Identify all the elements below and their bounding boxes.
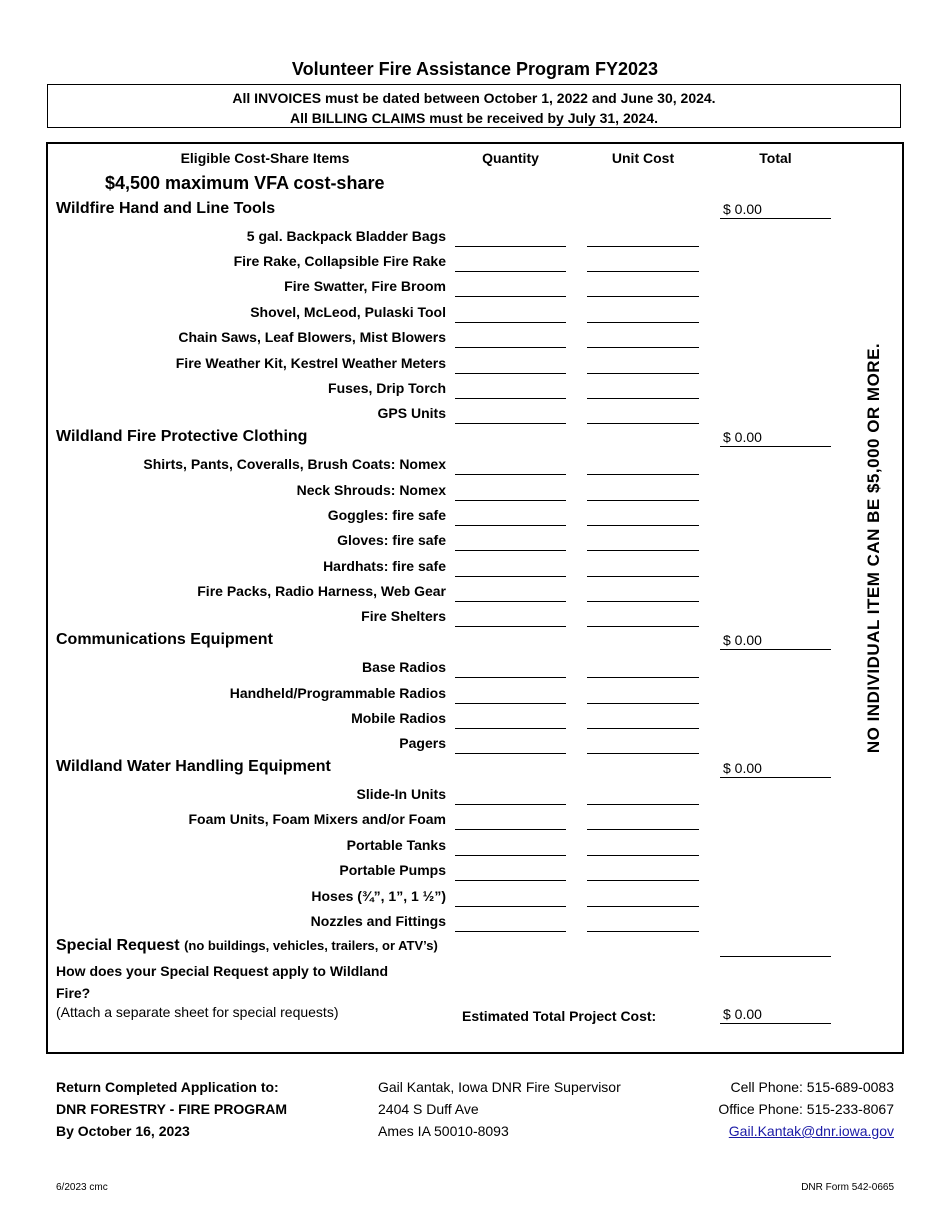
unit-cost-field[interactable] [587, 855, 699, 856]
item-label: Hardhats: fire safe [323, 558, 446, 574]
column-header-quantity: Quantity [482, 150, 539, 166]
contact-phones [718, 1076, 894, 1142]
column-header-items: Eligible Cost-Share Items [180, 150, 350, 166]
contact-name: Gail Kantak, Iowa DNR Fire Supervisor [378, 1079, 621, 1095]
quantity-field[interactable] [455, 576, 566, 577]
quantity-field[interactable] [455, 728, 566, 729]
unit-cost-field[interactable] [587, 271, 699, 272]
quantity-field[interactable] [455, 271, 566, 272]
estimated-total-label: Estimated Total Project Cost: [462, 1008, 657, 1024]
item-label: Mobile Radios [351, 710, 446, 726]
column-header-total: Total [759, 150, 792, 166]
unit-cost-field[interactable] [587, 296, 699, 297]
item-label: 5 gal. Backpack Bladder Bags [246, 228, 446, 244]
revision-date: 6/2023 cmc [56, 1182, 108, 1193]
max-cost-share: $4,500 maximum VFA cost-share [105, 173, 385, 193]
quantity-field[interactable] [455, 906, 566, 907]
item-label: Base Radios [361, 659, 446, 675]
quantity-field[interactable] [455, 626, 566, 627]
unit-cost-field[interactable] [587, 398, 699, 399]
quantity-field[interactable] [455, 753, 566, 754]
special-request-attach-note: (Attach a separate sheet for special requests) [56, 1004, 339, 1020]
max-item-cost-warning: NO INDIVIDUAL ITEM CAN BE $5,000 OR MORE. [864, 342, 883, 754]
unit-cost-field[interactable] [587, 322, 699, 323]
item-label: Shirts, Pants, Coveralls, Brush Coats: Nomex [143, 456, 446, 472]
quantity-field[interactable] [455, 423, 566, 424]
quantity-field[interactable] [455, 347, 566, 348]
category-total[interactable]: $ 0.00 [720, 632, 831, 650]
form-title: Volunteer Fire Assistance Program FY2023 [291, 59, 659, 79]
category-total[interactable]: $ 0.00 [720, 201, 831, 219]
item-label: Nozzles and Fittings [310, 913, 446, 929]
unit-cost-field[interactable] [587, 550, 699, 551]
unit-cost-field[interactable] [587, 347, 699, 348]
return-line: Return Completed Application to: [56, 1079, 279, 1095]
unit-cost-field[interactable] [587, 880, 699, 881]
form-number: DNR Form 542-0665 [801, 1182, 894, 1193]
category-protective-clothing: Wildland Fire Protective Clothing [56, 428, 308, 445]
item-label: Fire Packs, Radio Harness, Web Gear [197, 583, 446, 599]
deadline-notice [47, 84, 901, 128]
item-label: Slide-In Units [356, 786, 446, 802]
quantity-field[interactable] [455, 500, 566, 501]
unit-cost-field[interactable] [587, 601, 699, 602]
unit-cost-field[interactable] [587, 931, 699, 932]
item-label: Portable Tanks [346, 837, 446, 853]
item-label: Fuses, Drip Torch [328, 380, 446, 396]
special-request-note: (no buildings, vehicles, trailers, or ATV’s) [184, 938, 438, 953]
category-total[interactable]: $ 0.00 [720, 429, 831, 447]
item-label: Pagers [399, 735, 446, 751]
special-request-heading [56, 937, 438, 955]
quantity-field[interactable] [455, 322, 566, 323]
category-total[interactable]: $ 0.00 [720, 760, 831, 778]
quantity-field[interactable] [455, 474, 566, 475]
column-header-unit-cost: Unit Cost [611, 150, 675, 166]
unit-cost-field[interactable] [587, 728, 699, 729]
category-communications: Communications Equipment [56, 631, 273, 648]
unit-cost-field[interactable] [587, 829, 699, 830]
item-label: Foam Units, Foam Mixers and/or Foam [188, 811, 446, 827]
cell-phone: Cell Phone: 515-689-0083 [730, 1079, 894, 1095]
contact-street: 2404 S Duff Ave [378, 1101, 479, 1117]
item-label: Hoses (¾”, 1”, 1 ½”) [311, 888, 446, 904]
unit-cost-field[interactable] [587, 500, 699, 501]
item-label: Goggles: fire safe [327, 507, 446, 523]
item-label: Fire Weather Kit, Kestrel Weather Meters [175, 355, 446, 371]
item-label: Portable Pumps [339, 862, 446, 878]
quantity-field[interactable] [455, 525, 566, 526]
quantity-field[interactable] [455, 855, 566, 856]
quantity-field[interactable] [455, 880, 566, 881]
special-request-question: How does your Special Request apply to Wildland Fire? [56, 963, 389, 1001]
cost-share-form-box [46, 142, 904, 1054]
quantity-field[interactable] [455, 246, 566, 247]
item-label: Fire Shelters [361, 608, 446, 624]
contact-city: Ames IA 50010-8093 [378, 1123, 509, 1139]
unit-cost-field[interactable] [587, 804, 699, 805]
item-label: GPS Units [377, 405, 446, 421]
category-water-handling: Wildland Water Handling Equipment [56, 758, 331, 775]
email-link[interactable]: Gail.Kantak@dnr.iowa.gov [728, 1123, 894, 1139]
quantity-field[interactable] [455, 550, 566, 551]
item-label: Fire Swatter, Fire Broom [284, 278, 446, 294]
unit-cost-field[interactable] [587, 753, 699, 754]
unit-cost-field[interactable] [587, 373, 699, 374]
quantity-field[interactable] [455, 931, 566, 932]
unit-cost-field[interactable] [587, 677, 699, 678]
contact-address [378, 1076, 621, 1142]
unit-cost-field[interactable] [587, 423, 699, 424]
billing-claim-notice: All BILLING CLAIMS must be received by July 31, 2024. [289, 110, 658, 126]
return-line: DNR FORESTRY - FIRE PROGRAM [56, 1101, 288, 1117]
unit-cost-field[interactable] [587, 525, 699, 526]
category-hand-line-tools: Wildfire Hand and Line Tools [56, 200, 276, 217]
return-info [56, 1076, 287, 1142]
unit-cost-field[interactable] [587, 576, 699, 577]
unit-cost-field[interactable] [587, 246, 699, 247]
office-phone: Office Phone: 515-233-8067 [718, 1101, 894, 1117]
item-label: Gloves: fire safe [337, 532, 446, 548]
quantity-field[interactable] [455, 373, 566, 374]
quantity-field[interactable] [455, 677, 566, 678]
unit-cost-field[interactable] [587, 626, 699, 627]
item-label: Handheld/Programmable Radios [229, 685, 446, 701]
quantity-field[interactable] [455, 296, 566, 297]
item-label: Shovel, McLeod, Pulaski Tool [250, 304, 446, 320]
quantity-field[interactable] [455, 398, 566, 399]
estimated-total-field[interactable]: $ 0.00 [720, 1006, 831, 1024]
invoice-date-notice: All INVOICES must be dated between October 1, 2022 and June 30, 2024. [232, 90, 716, 106]
unit-cost-field[interactable] [587, 703, 699, 704]
item-label: Chain Saws, Leaf Blowers, Mist Blowers [178, 329, 446, 345]
quantity-field[interactable] [455, 703, 566, 704]
quantity-field[interactable] [455, 804, 566, 805]
item-label: Fire Rake, Collapsible Fire Rake [233, 253, 446, 269]
quantity-field[interactable] [455, 829, 566, 830]
return-deadline: By October 16, 2023 [56, 1123, 190, 1139]
unit-cost-field[interactable] [587, 474, 699, 475]
item-label: Neck Shrouds: Nomex [296, 482, 446, 498]
special-request-label: Special Request [56, 937, 180, 954]
special-request-total-field[interactable] [720, 956, 831, 957]
unit-cost-field[interactable] [587, 906, 699, 907]
quantity-field[interactable] [455, 601, 566, 602]
